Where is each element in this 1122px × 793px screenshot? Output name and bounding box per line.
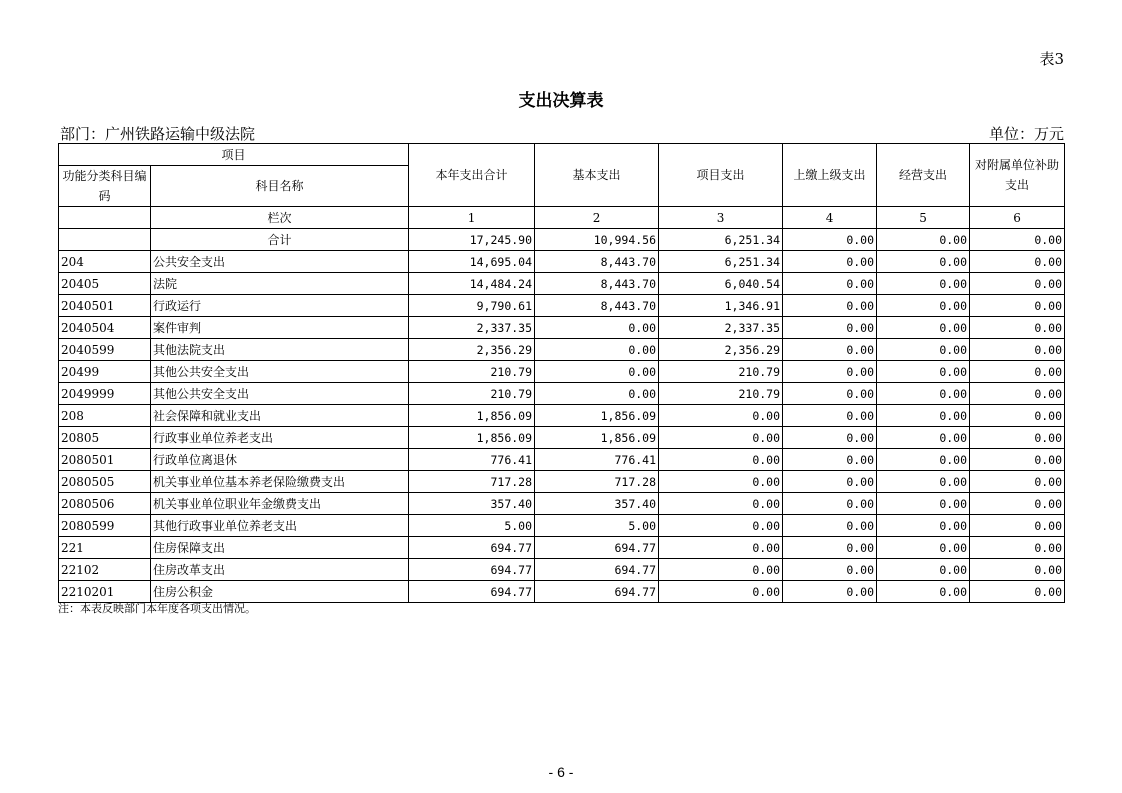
row-value-col6: 0.00 [970, 427, 1065, 449]
header-n1: 1 [409, 207, 535, 229]
row-value-col6: 0.00 [970, 581, 1065, 603]
row-code: 2040501 [59, 295, 151, 317]
header-name: 科目名称 [151, 166, 409, 207]
header-n5: 5 [877, 207, 970, 229]
row-value-col5: 0.00 [877, 449, 970, 471]
row-value-col4: 0.00 [783, 317, 877, 339]
row-name: 合计 [151, 229, 409, 251]
row-value-col5: 0.00 [877, 427, 970, 449]
row-value-col3: 0.00 [659, 449, 783, 471]
table-row [59, 405, 1065, 427]
row-name: 其他法院支出 [151, 339, 409, 361]
row-value-col4: 0.00 [783, 229, 877, 251]
row-code: 2080599 [59, 515, 151, 537]
footnote: 注：本表反映部门本年度各项支出情况。 [58, 602, 256, 615]
row-value-col2: 0.00 [535, 317, 659, 339]
row-name: 行政单位离退休 [151, 449, 409, 471]
header-code: 功能分类科目编码 [59, 166, 151, 207]
row-value-col4: 0.00 [783, 383, 877, 405]
row-name: 住房保障支出 [151, 537, 409, 559]
table-number: 表3 [1039, 50, 1064, 68]
table-row [59, 383, 1065, 405]
row-value-col6: 0.00 [970, 559, 1065, 581]
row-value-col5: 0.00 [877, 361, 970, 383]
row-value-col3: 0.00 [659, 427, 783, 449]
row-value-col1: 14,484.24 [409, 273, 535, 295]
row-name: 住房公积金 [151, 581, 409, 603]
row-value-col5: 0.00 [877, 537, 970, 559]
header-blank [59, 207, 151, 229]
row-value-col3: 1,346.91 [659, 295, 783, 317]
row-value-col3: 0.00 [659, 581, 783, 603]
row-value-col4: 0.00 [783, 273, 877, 295]
row-value-col3: 210.79 [659, 383, 783, 405]
row-value-col6: 0.00 [970, 361, 1065, 383]
row-value-col2: 776.41 [535, 449, 659, 471]
row-value-col2: 10,994.56 [535, 229, 659, 251]
row-name: 机关事业单位基本养老保险缴费支出 [151, 471, 409, 493]
row-code: 20805 [59, 427, 151, 449]
header-n6: 6 [970, 207, 1065, 229]
header-col3: 项目支出 [659, 144, 783, 207]
header-lanci: 栏次 [151, 207, 409, 229]
row-value-col5: 0.00 [877, 295, 970, 317]
row-code: 2080501 [59, 449, 151, 471]
row-value-col5: 0.00 [877, 581, 970, 603]
row-value-col1: 210.79 [409, 361, 535, 383]
row-value-col6: 0.00 [970, 515, 1065, 537]
row-value-col5: 0.00 [877, 251, 970, 273]
row-value-col2: 694.77 [535, 581, 659, 603]
table-row [59, 317, 1065, 339]
row-name: 其他行政事业单位养老支出 [151, 515, 409, 537]
row-value-col4: 0.00 [783, 537, 877, 559]
table-row [59, 339, 1065, 361]
row-value-col4: 0.00 [783, 559, 877, 581]
row-value-col4: 0.00 [783, 251, 877, 273]
row-value-col2: 0.00 [535, 383, 659, 405]
row-value-col1: 2,356.29 [409, 339, 535, 361]
table-row [59, 471, 1065, 493]
row-value-col3: 6,251.34 [659, 251, 783, 273]
table-row [59, 251, 1065, 273]
row-name: 其他公共安全支出 [151, 383, 409, 405]
row-value-col6: 0.00 [970, 449, 1065, 471]
row-value-col4: 0.00 [783, 295, 877, 317]
row-code: 208 [59, 405, 151, 427]
row-value-col2: 8,443.70 [535, 251, 659, 273]
row-value-col3: 0.00 [659, 515, 783, 537]
table-row [59, 449, 1065, 471]
table-row [59, 273, 1065, 295]
row-value-col5: 0.00 [877, 515, 970, 537]
row-value-col3: 2,337.35 [659, 317, 783, 339]
row-value-col2: 357.40 [535, 493, 659, 515]
row-code: 2080505 [59, 471, 151, 493]
row-name: 机关事业单位职业年金缴费支出 [151, 493, 409, 515]
header-n3: 3 [659, 207, 783, 229]
row-value-col6: 0.00 [970, 317, 1065, 339]
row-value-col1: 776.41 [409, 449, 535, 471]
header-col6: 对附属单位补助支出 [970, 144, 1065, 207]
row-code: 221 [59, 537, 151, 559]
table-row [59, 515, 1065, 537]
table-row [59, 361, 1065, 383]
row-value-col1: 717.28 [409, 471, 535, 493]
expenditure-table [58, 143, 1065, 603]
row-value-col1: 1,856.09 [409, 405, 535, 427]
row-value-col6: 0.00 [970, 405, 1065, 427]
row-value-col2: 0.00 [535, 361, 659, 383]
row-value-col3: 6,040.54 [659, 273, 783, 295]
page-number: - 6 - [548, 764, 574, 780]
row-code: 2040599 [59, 339, 151, 361]
table-row [59, 537, 1065, 559]
row-value-col1: 5.00 [409, 515, 535, 537]
row-name: 行政事业单位养老支出 [151, 427, 409, 449]
row-value-col1: 694.77 [409, 581, 535, 603]
row-value-col2: 8,443.70 [535, 295, 659, 317]
row-value-col5: 0.00 [877, 317, 970, 339]
row-value-col3: 0.00 [659, 559, 783, 581]
row-value-col2: 5.00 [535, 515, 659, 537]
row-code: 2210201 [59, 581, 151, 603]
table-row [59, 229, 1065, 251]
row-value-col4: 0.00 [783, 471, 877, 493]
row-value-col2: 1,856.09 [535, 405, 659, 427]
row-value-col5: 0.00 [877, 229, 970, 251]
department-label: 部门：广州铁路运输中级法院 [60, 125, 256, 143]
row-value-col4: 0.00 [783, 405, 877, 427]
row-name: 法院 [151, 273, 409, 295]
row-value-col2: 717.28 [535, 471, 659, 493]
row-value-col6: 0.00 [970, 471, 1065, 493]
header-col2: 基本支出 [535, 144, 659, 207]
row-value-col6: 0.00 [970, 537, 1065, 559]
row-value-col1: 694.77 [409, 559, 535, 581]
header-n2: 2 [535, 207, 659, 229]
row-value-col6: 0.00 [970, 251, 1065, 273]
row-value-col1: 694.77 [409, 537, 535, 559]
row-value-col5: 0.00 [877, 405, 970, 427]
row-value-col6: 0.00 [970, 295, 1065, 317]
row-name: 社会保障和就业支出 [151, 405, 409, 427]
header-n4: 4 [783, 207, 877, 229]
row-code: 2040504 [59, 317, 151, 339]
table-row [59, 559, 1065, 581]
row-value-col4: 0.00 [783, 581, 877, 603]
row-value-col4: 0.00 [783, 427, 877, 449]
row-value-col6: 0.00 [970, 383, 1065, 405]
row-value-col3: 6,251.34 [659, 229, 783, 251]
row-value-col3: 0.00 [659, 537, 783, 559]
row-value-col2: 8,443.70 [535, 273, 659, 295]
unit-label: 单位：万元 [988, 125, 1064, 143]
row-value-col1: 14,695.04 [409, 251, 535, 273]
row-value-col4: 0.00 [783, 361, 877, 383]
row-code [59, 229, 151, 251]
row-code: 2049999 [59, 383, 151, 405]
row-code: 20499 [59, 361, 151, 383]
row-value-col5: 0.00 [877, 273, 970, 295]
table-row [59, 295, 1065, 317]
page-title: 支出决算表 [518, 91, 604, 111]
row-value-col2: 694.77 [535, 537, 659, 559]
row-value-col3: 0.00 [659, 493, 783, 515]
row-value-col5: 0.00 [877, 383, 970, 405]
row-name: 公共安全支出 [151, 251, 409, 273]
row-value-col6: 0.00 [970, 273, 1065, 295]
row-name: 住房改革支出 [151, 559, 409, 581]
row-code: 2080506 [59, 493, 151, 515]
row-code: 20405 [59, 273, 151, 295]
row-value-col1: 2,337.35 [409, 317, 535, 339]
row-name: 其他公共安全支出 [151, 361, 409, 383]
row-value-col1: 1,856.09 [409, 427, 535, 449]
row-value-col5: 0.00 [877, 493, 970, 515]
row-value-col1: 210.79 [409, 383, 535, 405]
row-name: 案件审判 [151, 317, 409, 339]
row-value-col4: 0.00 [783, 515, 877, 537]
row-value-col5: 0.00 [877, 559, 970, 581]
row-value-col3: 0.00 [659, 405, 783, 427]
row-value-col3: 0.00 [659, 471, 783, 493]
row-value-col1: 9,790.61 [409, 295, 535, 317]
row-code: 204 [59, 251, 151, 273]
row-value-col6: 0.00 [970, 493, 1065, 515]
row-value-col5: 0.00 [877, 339, 970, 361]
row-value-col3: 210.79 [659, 361, 783, 383]
row-value-col4: 0.00 [783, 493, 877, 515]
row-value-col2: 0.00 [535, 339, 659, 361]
header-col1: 本年支出合计 [409, 144, 535, 207]
row-name: 行政运行 [151, 295, 409, 317]
header-item: 项目 [59, 144, 409, 166]
row-value-col4: 0.00 [783, 449, 877, 471]
row-code: 22102 [59, 559, 151, 581]
row-value-col4: 0.00 [783, 339, 877, 361]
header-col4: 上缴上级支出 [783, 144, 877, 207]
row-value-col2: 694.77 [535, 559, 659, 581]
row-value-col1: 357.40 [409, 493, 535, 515]
row-value-col2: 1,856.09 [535, 427, 659, 449]
row-value-col6: 0.00 [970, 339, 1065, 361]
table-row [59, 427, 1065, 449]
row-value-col3: 2,356.29 [659, 339, 783, 361]
table-row [59, 493, 1065, 515]
header-col5: 经营支出 [877, 144, 970, 207]
row-value-col6: 0.00 [970, 229, 1065, 251]
row-value-col5: 0.00 [877, 471, 970, 493]
row-value-col1: 17,245.90 [409, 229, 535, 251]
